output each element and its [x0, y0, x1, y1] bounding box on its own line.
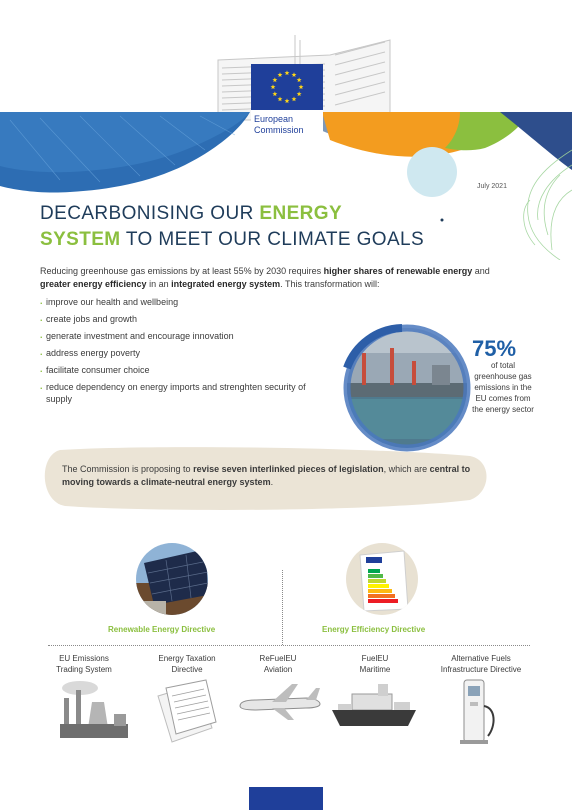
logo-text	[254, 114, 304, 136]
leg-label-fuels	[425, 653, 537, 675]
list-item: . reduce dependency on energy imports and strenghten security of supply	[40, 381, 330, 405]
list-item: . facilitate consumer choice	[40, 364, 330, 376]
list-item: . create jobs and growth	[40, 313, 330, 325]
leg-aviation-line1: ReFuelEU	[259, 654, 297, 663]
leg-label-taxation	[142, 653, 232, 675]
european-commission-logo[interactable]	[251, 64, 323, 146]
intro-text-1: Reducing greenhouse gas emissions by at least 55% by 2030 requires	[40, 266, 324, 276]
stat-value: 75%	[472, 336, 517, 361]
intro-text-3: in an	[146, 279, 172, 289]
eu-star-icon	[278, 97, 283, 102]
intro-paragraph	[40, 265, 490, 291]
benefits-list	[40, 296, 330, 410]
eu-star-icon	[292, 72, 297, 77]
center-divider	[282, 570, 283, 645]
intro-text-4: . This transformation will:	[280, 279, 380, 289]
leg-ets-line1: EU Emissions	[59, 654, 109, 663]
leg-aviation-line2: Aviation	[263, 665, 293, 674]
eu-star-icon	[299, 84, 304, 89]
eu-star-icon	[272, 91, 277, 96]
navy-wave	[500, 112, 572, 170]
proposal-text-1: The Commission is proposing to	[62, 464, 194, 474]
legislation-divider	[48, 645, 530, 646]
list-item: . address energy poverty	[40, 347, 330, 359]
intro-bold-integrated: integrated energy system	[171, 279, 281, 289]
eu-star-icon	[285, 70, 290, 75]
leg-maritime-line1: FuelEU	[361, 654, 389, 663]
eu-star-icon	[278, 72, 283, 77]
page-title	[40, 201, 460, 253]
solar-panels-photo	[136, 543, 208, 615]
eu-star-icon	[285, 98, 290, 103]
proposal-bold-revise: revise seven interlinked pieces of legislation	[193, 464, 384, 474]
title-highlight-system: SYSTEM	[40, 229, 121, 250]
title-highlight-energy: ENERGY	[259, 203, 343, 224]
proposal-text-2: , which are	[383, 464, 430, 474]
proposal-text	[62, 463, 482, 489]
airplane-icon	[236, 682, 322, 722]
energy-efficiency-directive: Energy Efficiency Directive	[322, 625, 426, 634]
coral-lines	[524, 150, 572, 260]
leg-tax-line1: Energy Taxation	[158, 654, 216, 663]
renewable-energy-directive: Renewable Energy Directive	[108, 625, 216, 634]
proposal-bold-central: central to moving towards a climate-neutral energy system	[62, 464, 471, 487]
proposal-text-3: .	[270, 477, 274, 487]
eu-star-icon	[271, 84, 276, 89]
intro-text-2: and	[472, 266, 490, 276]
leg-tax-line2: Directive	[171, 665, 203, 674]
publication-date: July 2021	[477, 183, 507, 190]
ship-icon	[330, 680, 420, 730]
factory-icon	[56, 680, 132, 740]
stat-description: of total greenhouse gas emissions in the EU comes from the energy sector	[472, 361, 534, 414]
title-part-1: DECARBONISING OUR	[40, 203, 260, 224]
leg-fuels-line2: Infrastructure Directive	[440, 665, 522, 674]
leg-label-ets	[40, 653, 128, 675]
list-item: . improve our health and wellbeing	[40, 296, 330, 308]
power-plant-photo	[342, 323, 472, 453]
leg-ets-line2: Trading System	[56, 665, 112, 674]
logo-line-2: Commission	[254, 125, 304, 135]
title-part-2: TO MEET OUR CLIMATE GOALS	[120, 229, 425, 250]
eu-star-icon	[272, 77, 277, 82]
energy-label-photo	[346, 543, 418, 615]
logo-line-1: European	[254, 114, 294, 124]
footer-eu-bar	[249, 787, 323, 810]
intro-bold-renewable: higher shares of renewable energy	[323, 266, 473, 276]
light-blue-bubble	[407, 147, 457, 197]
intro-bold-efficiency: greater energy efficiency	[40, 279, 147, 289]
list-item: . generate investment and encourage innovation	[40, 330, 330, 342]
leg-label-aviation	[238, 653, 318, 675]
eu-star-icon	[297, 77, 302, 82]
eu-star-icon	[292, 97, 297, 102]
eu-star-icon	[297, 91, 302, 96]
leg-maritime-line2: Maritime	[359, 665, 391, 674]
tax-documents-icon	[152, 676, 224, 746]
leg-fuels-line1: Alternative Fuels	[451, 654, 511, 663]
leg-label-maritime	[335, 653, 415, 675]
eu-flag-icon	[251, 64, 323, 110]
charging-station-icon	[456, 676, 500, 746]
